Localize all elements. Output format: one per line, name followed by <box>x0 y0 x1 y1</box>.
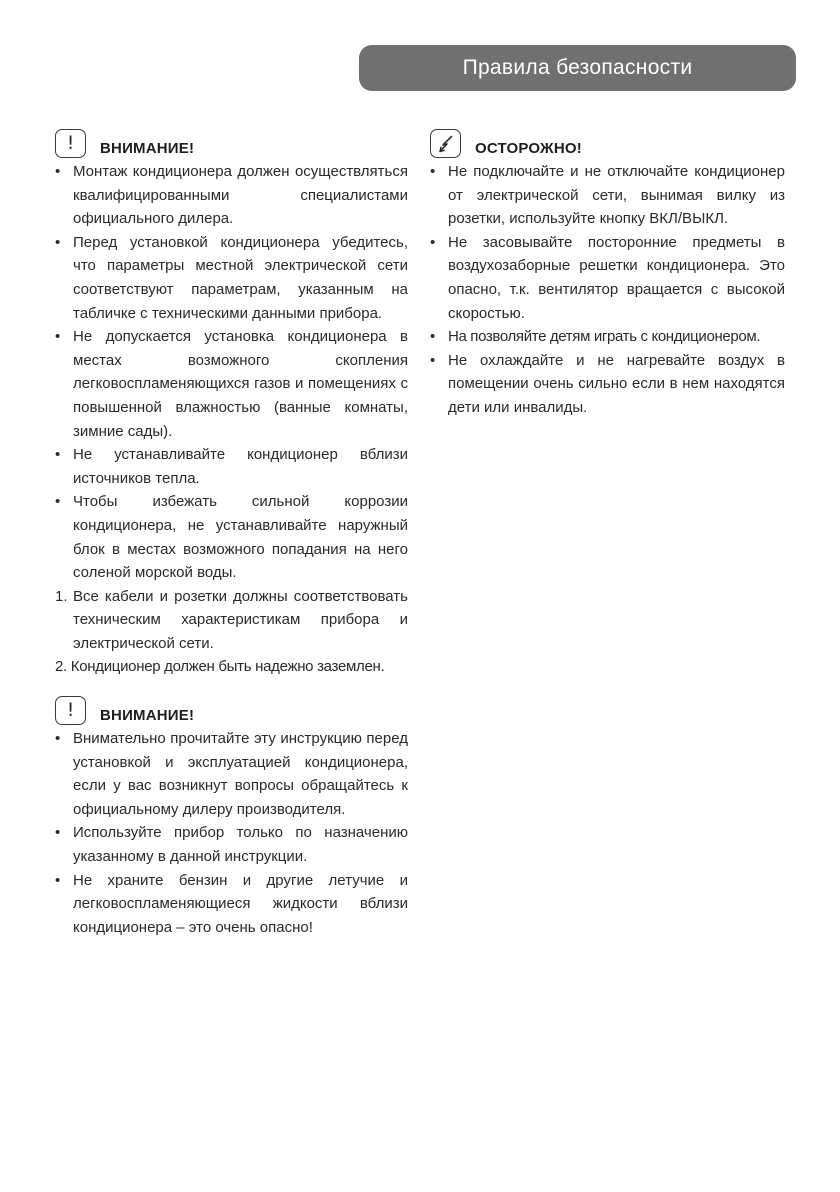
list-item: • Монтаж кондиционера должен осуществляться квалифицированными специалистами официального дилера. <box>55 160 408 231</box>
warning-list-2 <box>55 727 408 939</box>
right-column <box>430 122 785 420</box>
bullet-marker: • <box>430 328 435 346</box>
bullet-marker: • <box>55 871 61 889</box>
numbered-item: 1. Все кабели и розетки должны соответствовать техническим характеристикам прибора и электрической сети. <box>55 585 408 656</box>
exclamation-icon: ! <box>55 129 86 158</box>
warning-heading-2 <box>55 689 408 725</box>
list-item: • Используйте прибор только по назначению указанному в данной инструкции. <box>55 821 408 868</box>
bullet-marker: • <box>55 824 61 842</box>
numbered-item: 2. Кондиционер должен быть надежно заземлен. <box>55 658 385 676</box>
list-item: • Не засовывайте посторонние предметы в воздухозаборные решетки кондиционера. Это опасно, т.к. вентилятор вращается с высокой скоростью. <box>430 231 785 325</box>
page-header-tab <box>359 45 796 91</box>
exclamation-icon: ! <box>55 696 86 725</box>
bullet-marker: • <box>55 446 61 464</box>
list-item: • Не подключайте и не отключайте кондиционер от электрической сети, вынимая вилку из розетки, используйте кнопку ВКЛ/ВЫКЛ. <box>430 160 785 231</box>
list-item: • Перед установкой кондиционера убедитесь, что параметры местной электрической сети соответствуют параметрам, указанным на табличке с техническими данными прибора. <box>55 231 408 325</box>
warning-list-1 <box>55 160 408 585</box>
number-marker: 1. <box>55 587 68 605</box>
warning-heading-1 <box>55 122 408 158</box>
left-column <box>55 122 408 939</box>
page-title: Правила безопасности <box>462 56 693 79</box>
bullet-marker: • <box>55 163 61 180</box>
caution-title: ОСТОРОЖНО! <box>475 140 582 158</box>
number-marker: 2. <box>55 658 67 676</box>
bullet-marker: • <box>55 730 61 748</box>
bullet-marker: • <box>55 493 61 511</box>
list-item: • Не охлаждайте и не нагревайте воздух в помещении очень сильно если в нем находятся дети или инвалиды. <box>430 349 785 420</box>
numbered-list <box>55 585 408 679</box>
warning-title-2: ВНИМАНИЕ! <box>100 707 195 725</box>
bullet-marker: • <box>430 233 436 251</box>
warning-title-1: ВНИМАНИЕ! <box>100 140 195 158</box>
caution-heading <box>430 122 785 158</box>
bullet-marker: • <box>55 233 61 251</box>
lightning-icon <box>430 129 461 158</box>
bullet-marker: • <box>430 163 436 180</box>
list-item: • Не допускается установка кондиционера в местах возможного скопления легковоспламеняющихся газов и помещениях с повышенной влажностью (ванные комнаты, зимние сады). <box>55 325 408 443</box>
bullet-marker: • <box>55 328 61 346</box>
bullet-marker: • <box>430 351 436 369</box>
list-item: • Не храните бензин и другие летучие и легковоспламеняющиеся жидкости вблизи кондиционера – это очень опасно! <box>55 869 408 940</box>
list-item: • Не устанавливайте кондиционер вблизи источников тепла. <box>55 443 408 490</box>
list-item: • Чтобы избежать сильной коррозии кондиционера, не устанавливайте наружный блок в местах возможного попадания на него соленой морской воды. <box>55 490 408 584</box>
list-item: • Внимательно прочитайте эту инструкцию перед установкой и эксплуатацией кондиционера, если у вас возникнут вопросы обращайтесь к официальному дилеру производителя. <box>55 727 408 821</box>
caution-list <box>430 160 785 420</box>
list-item: • На позволяйте детям играть с кондиционером. <box>430 325 785 349</box>
